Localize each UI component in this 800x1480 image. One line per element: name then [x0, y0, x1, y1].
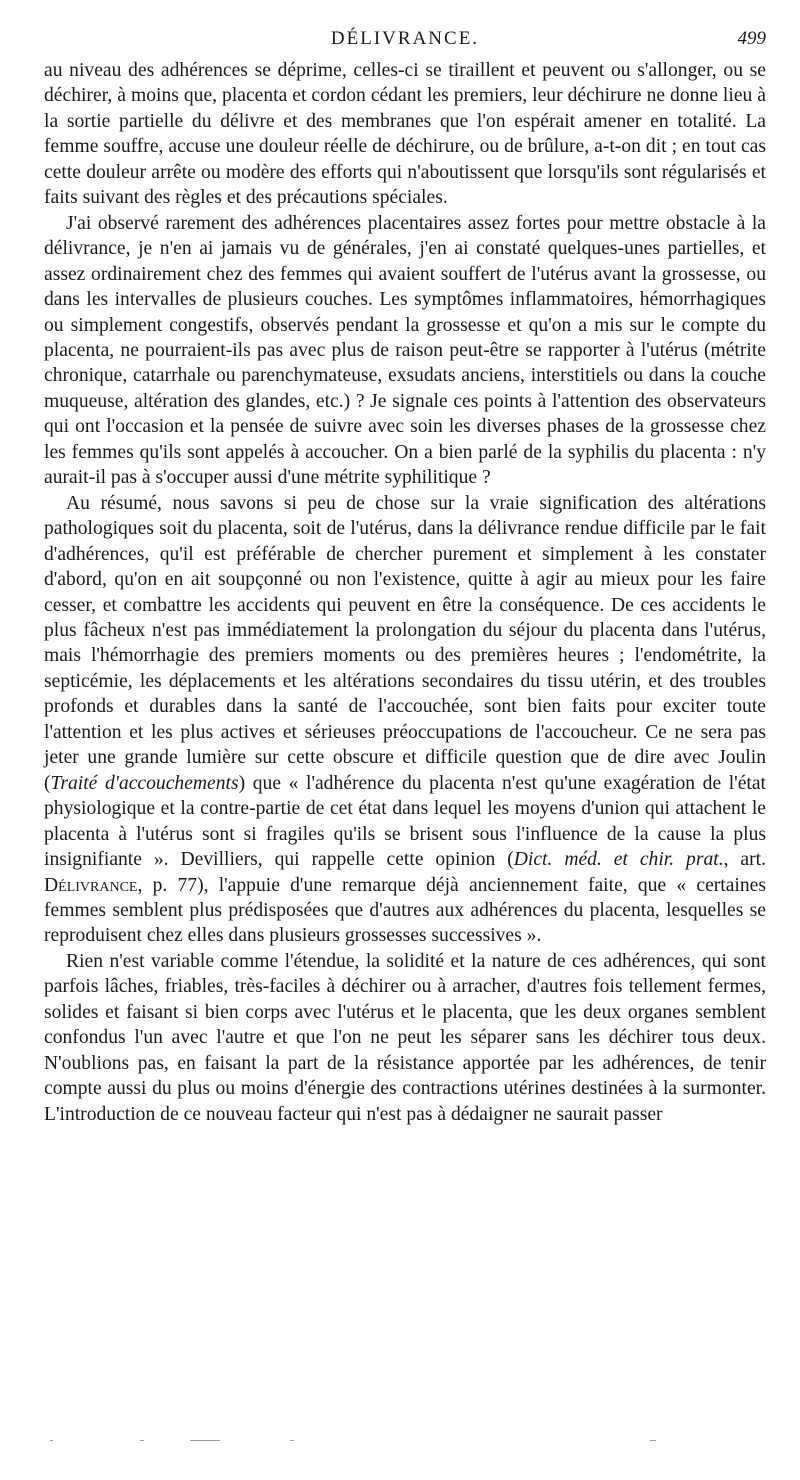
- running-head: [44, 28, 766, 58]
- footer-print-marks: [50, 1440, 670, 1450]
- paragraph-3-text-c: , art.: [723, 849, 766, 871]
- paragraph-1-text: au niveau des adhérences se déprime, celles-ci se tiraillent et peuvent ou s'allonger, ou se déchirer, à moins que, placenta et cordon cédant les premiers, leur déchirure ne donne lieu à la sortie partielle du délivre et des membranes que l'on espérait amener en totalité. La femme souffre, accuse une douleur réelle de déchirure, ou de brûlure, a-t-on dit ; en tout cas cette douleur arrête ou modère des efforts qui n'aboutissent que lorsqu'ils sont régularisés et faits suivant des règles et des précautions spéciales.: [44, 60, 766, 209]
- citation-traite-accouchements: Traité d'accouchements: [50, 772, 239, 794]
- citation-dict-med-chir: Dict. méd. et chir. prat.: [513, 849, 724, 871]
- book-page: [44, 28, 766, 1127]
- print-mark: [50, 1440, 53, 1441]
- print-mark: [650, 1440, 656, 1441]
- paragraph-3-text-b: ) que « l'adhérence du placenta n'est qu'une exagération de l'état physiologique et la contre-partie de cet état dans lequel les moyens d'union qui attachent le placenta à l'utérus sont si fragiles qu'ils se brisent sous l'influence de la cause la plus insignifiante ». Devilliers, qui rappelle cette opinion (: [44, 772, 766, 871]
- body-text: [44, 58, 766, 1127]
- paragraph-3-text-a: Au résumé, nous savons si peu de chose sur la vraie signification des altérations pathologiques soit du placenta, soit de l'utérus, dans la délivrance rendue difficile par le fait d'adhérences, qu'il est préférable de chercher purement et simplement à les constater d'abord, qu'on en ait soupçonné ou non l'existence, quitte à agir au mieux pour les faire cesser, et combattre les accidents qui peuvent en être la conséquence. De ces accidents le plus fâcheux n'est pas immédiatement la prolongation du séjour du placenta dans l'utérus, mais l'hémorrhagie des premiers moments ou des premières heures ; l'endométrite, la septicémie, les déplacements et les altérations secondaires du tissu utérin, et des troubles profonds et durables dans la santé de l'accouchée, sont bien faits pour exciter toute l'attention et les plus actives et sérieuses préoccupations de l'accoucheur. Ce ne sera pas jeter une grande lumière sur cette obscure et difficile question que de dire avec Joulin (: [44, 492, 766, 794]
- citation-article-delivrance: Délivrance: [44, 874, 138, 896]
- print-mark: [140, 1440, 144, 1441]
- page-number: 499: [737, 28, 766, 49]
- paragraph-4-text: Rien n'est variable comme l'étendue, la solidité et la nature de ces adhérences, qui sont parfois lâches, friables, très-faciles à déchirer ou à arracher, d'autres fois tellement fermes, solides et faisant si bien corps avec l'utérus et le placenta, que les deux organes semblent confondus l'un avec l'autre et que l'on ne peut les séparer sans les déchirer tous deux. N'oublions pas, en faisant la part de la résistance apportée par les adhérences, de tenir compte aussi du plus ou moins d'énergie des contractions utérines destinées à la surmonter. L'introduction de ce nouveau facteur qui n'est pas à dédaigner ne saurait passer: [44, 950, 766, 1125]
- paragraph-3: [44, 491, 766, 949]
- paragraph-3-text-d: , p. 77), l'appuie d'une remarque déjà anciennement faite, que « certaines femmes semblent plus prédisposées que d'autres aux adhérences du placenta, lesquelles se reproduisent chez elles dans plusieurs grossesses successives ».: [44, 874, 766, 947]
- running-title: DÉLIVRANCE.: [330, 28, 480, 49]
- paragraph-2: [44, 211, 766, 491]
- paragraph-4: [44, 949, 766, 1127]
- print-mark: [290, 1440, 294, 1441]
- paragraph-1: [44, 58, 766, 211]
- paragraph-2-text: J'ai observé rarement des adhérences placentaires assez fortes pour mettre obstacle à la délivrance, je n'en ai jamais vu de générales, j'en ai constaté quelques-unes partielles, et assez ordinairement chez des femmes qui avaient souffert de l'utérus avant la grossesse, ou dans les intervalles de plusieurs couches. Les symptômes inflammatoires, hémorrhagiques ou simplement congestifs, observés pendant la grossesse et qu'on a mis sur le compte du placenta, ne pourraient-ils pas avec plus de raison peut-être se rapporter à l'utérus (métrite chronique, catarrhale ou parenchymateuse, exsudats anciens, interstitiels ou dans la couche muqueuse, altération des glandes, etc.) ? Je signale ces points à l'attention des observateurs qui ont l'occasion et la pensée de suivre avec soin les diverses phases de la grossesse chez les femmes qu'ils sont appelés à accoucher. On a bien parlé de la syphilis du placenta : n'y aurait-il pas à s'occuper aussi d'une métrite syphilitique ?: [44, 212, 766, 489]
- print-mark: [190, 1440, 220, 1441]
